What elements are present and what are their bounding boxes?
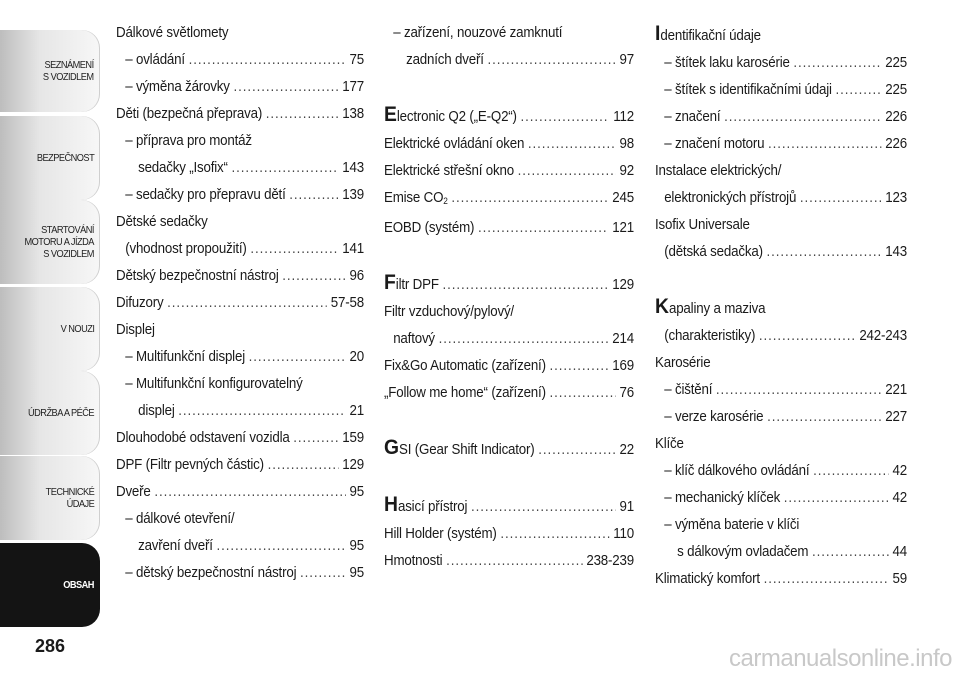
entry-label bbox=[664, 517, 799, 533]
entry-label bbox=[664, 485, 780, 512]
entry-page: 22 bbox=[619, 442, 635, 458]
entry-page: 110 bbox=[613, 526, 635, 542]
section-initial: I bbox=[655, 22, 661, 45]
entry-label bbox=[384, 521, 497, 548]
entry-label bbox=[664, 50, 790, 77]
index-entry[interactable] bbox=[655, 566, 907, 593]
entry-page: 59 bbox=[892, 571, 908, 587]
entry-label bbox=[384, 215, 474, 242]
entry-label bbox=[125, 133, 252, 149]
entry-page: 225 bbox=[885, 82, 908, 98]
entry-label bbox=[116, 25, 228, 41]
index-entry[interactable] bbox=[116, 560, 364, 587]
entry-label bbox=[664, 185, 796, 212]
dot-leader bbox=[550, 353, 609, 380]
entry-label bbox=[406, 47, 484, 74]
entry-label bbox=[125, 344, 245, 371]
entry-page: 20 bbox=[349, 349, 364, 365]
tab-label: V NOUZI bbox=[60, 323, 94, 335]
watermark: carmanualsonline.info bbox=[729, 645, 952, 672]
section-gap bbox=[384, 407, 634, 434]
entry-page: 143 bbox=[342, 160, 364, 176]
entry-page: 238-239 bbox=[586, 553, 635, 569]
entry-label bbox=[125, 511, 234, 527]
entry-page: 121 bbox=[612, 220, 635, 236]
dot-leader bbox=[767, 404, 882, 431]
index-heading bbox=[655, 293, 887, 323]
entry-label bbox=[138, 155, 228, 182]
dot-leader bbox=[538, 437, 616, 464]
subscript: 2 bbox=[443, 196, 448, 206]
entry-text: – dálkové otevření/ bbox=[125, 511, 235, 527]
entry-label bbox=[384, 269, 439, 299]
dot-leader bbox=[300, 560, 346, 587]
entry-page: 95 bbox=[349, 565, 364, 581]
dot-leader bbox=[167, 290, 327, 317]
entry-label bbox=[384, 101, 517, 131]
index-entry[interactable] bbox=[384, 269, 634, 299]
index-entry[interactable] bbox=[116, 101, 364, 128]
entry-label bbox=[116, 479, 151, 506]
tab-label: BEZPEČNOST bbox=[36, 152, 94, 164]
dot-leader bbox=[216, 533, 345, 560]
entry-label bbox=[138, 533, 213, 560]
entry-label bbox=[384, 158, 514, 185]
index-entry[interactable] bbox=[384, 380, 634, 407]
dot-leader bbox=[233, 74, 338, 101]
index-entry[interactable] bbox=[384, 353, 634, 380]
entry-text: – čištění bbox=[664, 382, 713, 398]
entry-text: – dětský bezpečnostní nástroj bbox=[125, 565, 297, 581]
entry-text: Instalace elektrických/ bbox=[655, 163, 782, 179]
dot-leader bbox=[189, 47, 346, 74]
dot-leader bbox=[528, 131, 616, 158]
index-heading bbox=[655, 212, 887, 239]
entry-page: 169 bbox=[612, 358, 635, 374]
dot-leader bbox=[550, 380, 616, 407]
dot-leader bbox=[178, 398, 346, 425]
entry-page: 214 bbox=[612, 331, 635, 347]
tab-startovani[interactable] bbox=[0, 200, 100, 284]
dot-leader bbox=[500, 521, 609, 548]
entry-label bbox=[664, 104, 720, 131]
dot-leader bbox=[759, 323, 856, 350]
index-entry[interactable] bbox=[116, 533, 364, 560]
index-entry[interactable] bbox=[116, 425, 364, 452]
dot-leader bbox=[764, 566, 889, 593]
entry-text: displej bbox=[138, 403, 175, 419]
dot-leader bbox=[268, 452, 339, 479]
entry-text: Elektrické střešní okno bbox=[384, 163, 514, 179]
section-initial: F bbox=[384, 271, 396, 294]
entry-label bbox=[664, 404, 763, 431]
index-entry[interactable] bbox=[116, 398, 364, 425]
entry-text: Displej bbox=[116, 322, 155, 338]
index-column-3 bbox=[655, 20, 907, 593]
tab-seznameni[interactable] bbox=[0, 30, 100, 112]
index-entry[interactable] bbox=[384, 158, 634, 185]
tab-label: SEZNÁMENÍ S VOZIDLEM bbox=[43, 59, 94, 83]
entry-page: 225 bbox=[885, 55, 908, 71]
index-entry[interactable] bbox=[116, 47, 364, 74]
entry-label bbox=[384, 131, 524, 158]
entry-text: dentifikační údaje bbox=[660, 28, 761, 44]
entry-label bbox=[125, 47, 185, 74]
dot-leader bbox=[800, 185, 882, 212]
index-heading bbox=[655, 512, 887, 539]
entry-text: SI (Gear Shift Indicator) bbox=[399, 442, 535, 458]
entry-text: Klíče bbox=[655, 436, 684, 452]
index-entry[interactable] bbox=[116, 182, 364, 209]
dot-leader bbox=[250, 236, 338, 263]
entry-page: 129 bbox=[612, 277, 635, 293]
entry-text: elektronických přístrojů bbox=[664, 190, 797, 206]
entry-text: Hmotnosti bbox=[384, 553, 443, 569]
entry-label bbox=[655, 436, 684, 452]
entry-label bbox=[664, 77, 832, 104]
entry-page: 57-58 bbox=[330, 295, 364, 311]
entry-text: zadních dveří bbox=[406, 52, 484, 68]
entry-page: 226 bbox=[885, 136, 908, 152]
entry-text: sedačky „Isofix“ bbox=[138, 160, 228, 176]
entry-text: – sedačky pro přepravu dětí bbox=[125, 187, 286, 203]
entry-page: 143 bbox=[885, 244, 908, 260]
dot-leader bbox=[471, 494, 616, 521]
dot-leader bbox=[784, 485, 889, 512]
tab-label: OBSAH bbox=[63, 579, 94, 591]
tab-label: ÚDRŽBA A PÉČE bbox=[27, 407, 94, 419]
entry-page: 245 bbox=[612, 190, 635, 206]
entry-page: 42 bbox=[892, 490, 908, 506]
entry-label bbox=[655, 22, 761, 45]
dot-leader bbox=[767, 239, 882, 266]
dot-leader bbox=[154, 479, 345, 506]
index-entry[interactable] bbox=[655, 185, 907, 212]
entry-text: Hill Holder (systém) bbox=[384, 526, 497, 542]
entry-text: Fix&Go Automatic (zařízení) bbox=[384, 358, 546, 374]
entry-text: s dálkovým ovladačem bbox=[677, 544, 809, 560]
dot-leader bbox=[442, 272, 608, 299]
index-heading bbox=[116, 317, 344, 344]
section-gap bbox=[384, 74, 634, 101]
index-heading bbox=[655, 431, 887, 458]
entry-text: iltr DPF bbox=[395, 277, 439, 293]
index-entry[interactable] bbox=[384, 521, 634, 548]
entry-page: 95 bbox=[349, 538, 364, 554]
dot-leader bbox=[521, 104, 610, 131]
entry-text: – Multifunkční displej bbox=[125, 349, 245, 365]
entry-text: naftový bbox=[393, 331, 435, 347]
entry-text: (dětská sedačka) bbox=[664, 244, 763, 260]
index-entry[interactable] bbox=[655, 485, 907, 512]
entry-page: 242-243 bbox=[859, 328, 908, 344]
entry-text: – výměna baterie v klíči bbox=[664, 517, 800, 533]
entry-label bbox=[116, 322, 155, 338]
entry-text: – zařízení, nouzové zamknutí bbox=[393, 25, 563, 41]
entry-label bbox=[655, 163, 781, 179]
entry-label bbox=[384, 434, 535, 464]
entry-text: – štítek laku karosérie bbox=[664, 55, 790, 71]
entry-page: 123 bbox=[885, 190, 908, 206]
index-entry[interactable] bbox=[384, 47, 634, 74]
entry-text: Děti (bezpečná přeprava) bbox=[116, 106, 263, 122]
dot-leader bbox=[289, 182, 338, 209]
dot-leader bbox=[813, 458, 889, 485]
entry-text: – Multifunkční konfigurovatelný bbox=[125, 376, 303, 392]
index-entry[interactable] bbox=[384, 215, 634, 242]
entry-page: 92 bbox=[619, 163, 635, 179]
tab-obsah[interactable] bbox=[0, 543, 100, 627]
entry-page: 177 bbox=[342, 79, 364, 95]
dot-leader bbox=[835, 77, 881, 104]
index-entry[interactable] bbox=[655, 377, 907, 404]
entry-page: 21 bbox=[349, 403, 364, 419]
entry-label bbox=[393, 326, 435, 353]
dot-leader bbox=[812, 539, 889, 566]
index-heading bbox=[116, 209, 344, 236]
entry-text: Dlouhodobé odstavení vozidla bbox=[116, 430, 290, 446]
entry-page: 138 bbox=[342, 106, 364, 122]
index-entry[interactable] bbox=[655, 50, 907, 77]
dot-leader bbox=[266, 101, 339, 128]
entry-label bbox=[116, 290, 163, 317]
section-initial: E bbox=[384, 103, 397, 126]
index-heading bbox=[116, 506, 344, 533]
entry-label bbox=[393, 25, 562, 41]
tab-label: STARTOVÁNÍ MOTORU A JÍZDA S VOZIDLEM bbox=[24, 224, 94, 260]
entry-text: apaliny a maziva bbox=[668, 301, 766, 317]
entry-text: – značení bbox=[664, 109, 721, 125]
entry-text: Elektrické ovládání oken bbox=[384, 136, 525, 152]
index-entry[interactable] bbox=[384, 185, 634, 215]
index-entry[interactable] bbox=[116, 452, 364, 479]
entry-text: (charakteristiky) bbox=[664, 328, 756, 344]
entry-text: – výměna žárovky bbox=[125, 79, 230, 95]
entry-label bbox=[384, 380, 546, 407]
entry-page: 44 bbox=[892, 544, 908, 560]
entry-text: Dveře bbox=[116, 484, 151, 500]
index-heading bbox=[655, 350, 887, 377]
entry-text: (vhodnost propoužití) bbox=[125, 241, 247, 257]
entry-text: Dětské sedačky bbox=[116, 214, 208, 230]
entry-label bbox=[138, 398, 175, 425]
entry-text: „Follow me home“ (zařízení) bbox=[384, 385, 546, 401]
index-entry[interactable] bbox=[655, 323, 907, 350]
section-initial: G bbox=[384, 436, 400, 459]
entry-label bbox=[384, 353, 546, 380]
entry-label bbox=[116, 263, 279, 290]
entry-page: 76 bbox=[619, 385, 635, 401]
entry-page: 97 bbox=[619, 52, 635, 68]
entry-label bbox=[677, 539, 808, 566]
index-heading bbox=[116, 20, 344, 47]
dot-leader bbox=[518, 158, 616, 185]
tab-bezpecnost[interactable] bbox=[0, 116, 100, 200]
index-entry[interactable] bbox=[116, 290, 364, 317]
entry-text: DPF (Filtr pevných částic) bbox=[116, 457, 264, 473]
entry-label bbox=[116, 101, 262, 128]
entry-label bbox=[125, 376, 302, 392]
section-initial: H bbox=[384, 493, 398, 516]
entry-page: 159 bbox=[342, 430, 364, 446]
entry-text: – značení motoru bbox=[664, 136, 765, 152]
entry-label bbox=[664, 323, 755, 350]
index-heading bbox=[116, 128, 344, 155]
entry-text: EOBD (systém) bbox=[384, 220, 475, 236]
dot-leader bbox=[716, 377, 882, 404]
tab-udrzba[interactable] bbox=[0, 371, 100, 455]
entry-text: – ovládání bbox=[125, 52, 185, 68]
entry-text: Dálkové světlomety bbox=[116, 25, 229, 41]
entry-text: Karosérie bbox=[655, 355, 711, 371]
tab-label: TECHNICKÉ ÚDAJE bbox=[45, 486, 94, 510]
entry-text: zavření dveří bbox=[138, 538, 213, 554]
dot-leader bbox=[768, 131, 882, 158]
entry-page: 95 bbox=[349, 484, 364, 500]
entry-text: – mechanický klíček bbox=[664, 490, 781, 506]
dot-leader bbox=[293, 425, 338, 452]
entry-text: – štítek s identifikačními údaji bbox=[664, 82, 832, 98]
entry-label bbox=[384, 304, 514, 320]
index-entry[interactable] bbox=[384, 491, 634, 521]
index-entry[interactable] bbox=[116, 74, 364, 101]
index-entry[interactable] bbox=[384, 548, 634, 575]
section-gap bbox=[384, 464, 634, 491]
entry-page: 141 bbox=[342, 241, 364, 257]
index-entry[interactable] bbox=[655, 104, 907, 131]
entry-label bbox=[125, 182, 285, 209]
entry-label bbox=[655, 217, 750, 233]
index-entry[interactable] bbox=[655, 539, 907, 566]
entry-text: – příprava pro montáž bbox=[125, 133, 252, 149]
dot-leader bbox=[487, 47, 615, 74]
entry-label bbox=[116, 425, 290, 452]
page-number: 286 bbox=[34, 636, 66, 656]
entry-text: – klíč dálkového ovládání bbox=[664, 463, 810, 479]
entry-page: 112 bbox=[613, 109, 635, 125]
entry-label bbox=[116, 452, 264, 479]
dot-leader bbox=[724, 104, 882, 131]
entry-label bbox=[384, 491, 467, 521]
entry-label bbox=[116, 214, 208, 230]
index-entry[interactable] bbox=[655, 131, 907, 158]
index-entry[interactable] bbox=[655, 404, 907, 431]
entry-label bbox=[655, 355, 710, 371]
index-entry[interactable] bbox=[655, 239, 907, 266]
entry-page: 42 bbox=[892, 463, 908, 479]
entry-label bbox=[655, 566, 760, 593]
entry-label bbox=[664, 239, 763, 266]
index-entry[interactable] bbox=[384, 434, 634, 464]
index-entry[interactable] bbox=[655, 458, 907, 485]
index-entry[interactable] bbox=[116, 155, 364, 182]
index-heading bbox=[116, 371, 344, 398]
entry-text: Klimatický komfort bbox=[655, 571, 760, 587]
entry-text: asicí přístroj bbox=[397, 499, 468, 515]
entry-page: 221 bbox=[885, 382, 908, 398]
entry-label bbox=[664, 458, 809, 485]
index-heading bbox=[384, 299, 614, 326]
tab-technicke[interactable] bbox=[0, 456, 100, 540]
index-entry[interactable] bbox=[116, 479, 364, 506]
dot-leader bbox=[478, 215, 609, 242]
index-heading bbox=[384, 20, 614, 47]
entry-label bbox=[384, 185, 448, 215]
entry-text: Isofix Universale bbox=[655, 217, 750, 233]
entry-label bbox=[125, 74, 230, 101]
index-entry[interactable] bbox=[655, 77, 907, 104]
index-heading bbox=[655, 158, 887, 185]
entry-label bbox=[384, 548, 442, 575]
entry-text: Filtr vzduchový/pylový/ bbox=[384, 304, 514, 320]
entry-page: 139 bbox=[342, 187, 364, 203]
dot-leader bbox=[439, 326, 609, 353]
entry-text: Emise CO bbox=[384, 190, 444, 206]
dot-leader bbox=[446, 548, 583, 575]
index-entry[interactable] bbox=[116, 236, 364, 263]
index-heading bbox=[655, 20, 887, 50]
index-entry[interactable] bbox=[384, 326, 634, 353]
entry-text: Difuzory bbox=[116, 295, 164, 311]
dot-leader bbox=[249, 344, 346, 371]
entry-page: 75 bbox=[349, 52, 364, 68]
index-column-2 bbox=[384, 20, 634, 575]
dot-leader bbox=[793, 50, 881, 77]
index-entry[interactable] bbox=[384, 101, 634, 131]
index-entry[interactable] bbox=[116, 263, 364, 290]
tab-v-nouzi[interactable] bbox=[0, 287, 100, 371]
entry-text: – verze karosérie bbox=[664, 409, 764, 425]
entry-text: lectronic Q2 („E-Q2“) bbox=[396, 109, 517, 125]
index-column-1 bbox=[116, 20, 364, 587]
entry-page: 91 bbox=[619, 499, 635, 515]
entry-page: 227 bbox=[885, 409, 908, 425]
dot-leader bbox=[282, 263, 346, 290]
entry-text: Dětský bezpečnostní nástroj bbox=[116, 268, 279, 284]
entry-page: 226 bbox=[885, 109, 908, 125]
index-entry[interactable] bbox=[384, 131, 634, 158]
entry-page: 129 bbox=[342, 457, 364, 473]
entry-page: 98 bbox=[619, 136, 635, 152]
entry-label bbox=[125, 560, 296, 587]
entry-page: 96 bbox=[349, 268, 364, 284]
entry-label bbox=[664, 131, 764, 158]
dot-leader bbox=[451, 185, 608, 212]
entry-label bbox=[125, 236, 246, 263]
dot-leader bbox=[231, 155, 338, 182]
section-gap bbox=[655, 266, 907, 293]
index-entry[interactable] bbox=[116, 344, 364, 371]
section-initial: K bbox=[655, 295, 669, 318]
entry-label bbox=[664, 377, 712, 404]
section-gap bbox=[384, 242, 634, 269]
entry-label bbox=[655, 295, 766, 318]
